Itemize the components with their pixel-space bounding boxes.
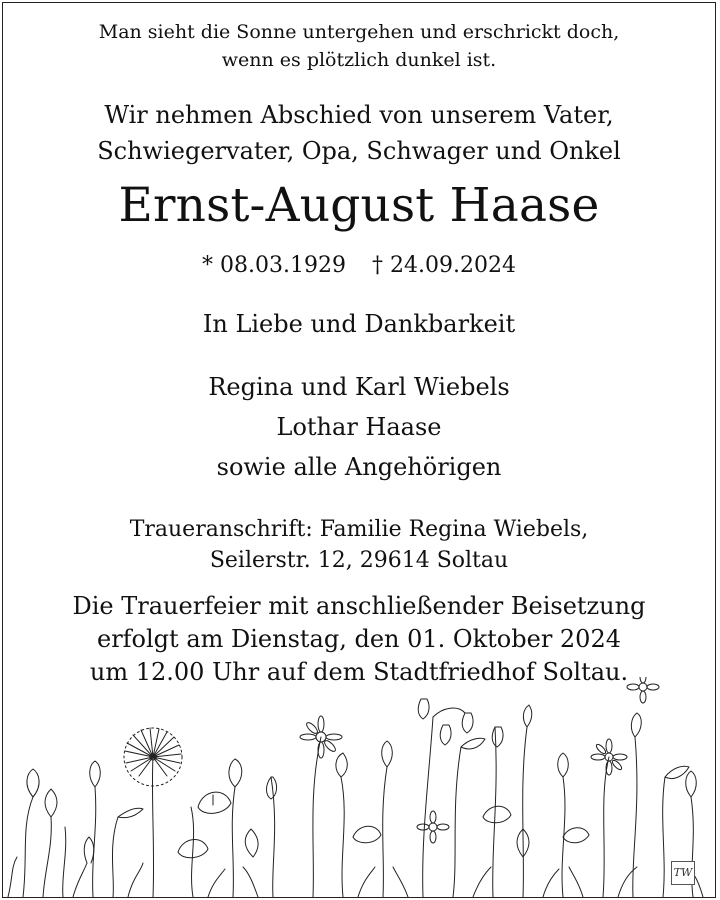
birth-date: * 08.03.1929 (202, 253, 346, 278)
dedication: In Liebe und Dankbarkeit (202, 310, 516, 338)
obituary-card (2, 2, 716, 898)
intro-line-2: Schwiegervater, Opa, Schwager und Onkel (97, 137, 621, 165)
funeral-line-3: um 12.00 Uhr auf dem Stadtfriedhof Soltau. (89, 658, 629, 686)
mourner-3: sowie alle Angehörigen (216, 453, 502, 481)
signature-mark-logo: TW (671, 861, 695, 885)
quote-line-1: Man sieht die Sonne untergehen und erschrickt doch, (98, 21, 620, 43)
address-line-1: Traueranschrift: Familie Regina Wiebels, (129, 517, 589, 542)
leaf-sprigs (45, 738, 689, 857)
mourner-2: Lothar Haase (276, 413, 442, 441)
address-line-2: Seilerstr. 12, 29614 Soltau (209, 548, 509, 573)
deceased-name: Ernst-August Haase (118, 178, 600, 233)
daisy-icon (627, 677, 659, 703)
quote-line-2: wenn es plötzlich dunkel ist. (221, 49, 497, 71)
wildflower-illustration (3, 677, 715, 897)
mourner-1: Regina und Karl Wiebels (208, 373, 510, 401)
intro-line-1: Wir nehmen Abschied von unserem Vater, (104, 101, 614, 129)
death-date: † 24.09.2024 (372, 253, 516, 278)
funeral-line-1: Die Trauerfeier mit anschließender Beisetzung (72, 592, 646, 620)
funeral-line-2: erfolgt am Dienstag, den 01. Oktober 2024 (97, 625, 621, 653)
life-dates (3, 253, 715, 278)
daisy-icon (417, 811, 449, 843)
bellflower-icon (84, 699, 503, 863)
